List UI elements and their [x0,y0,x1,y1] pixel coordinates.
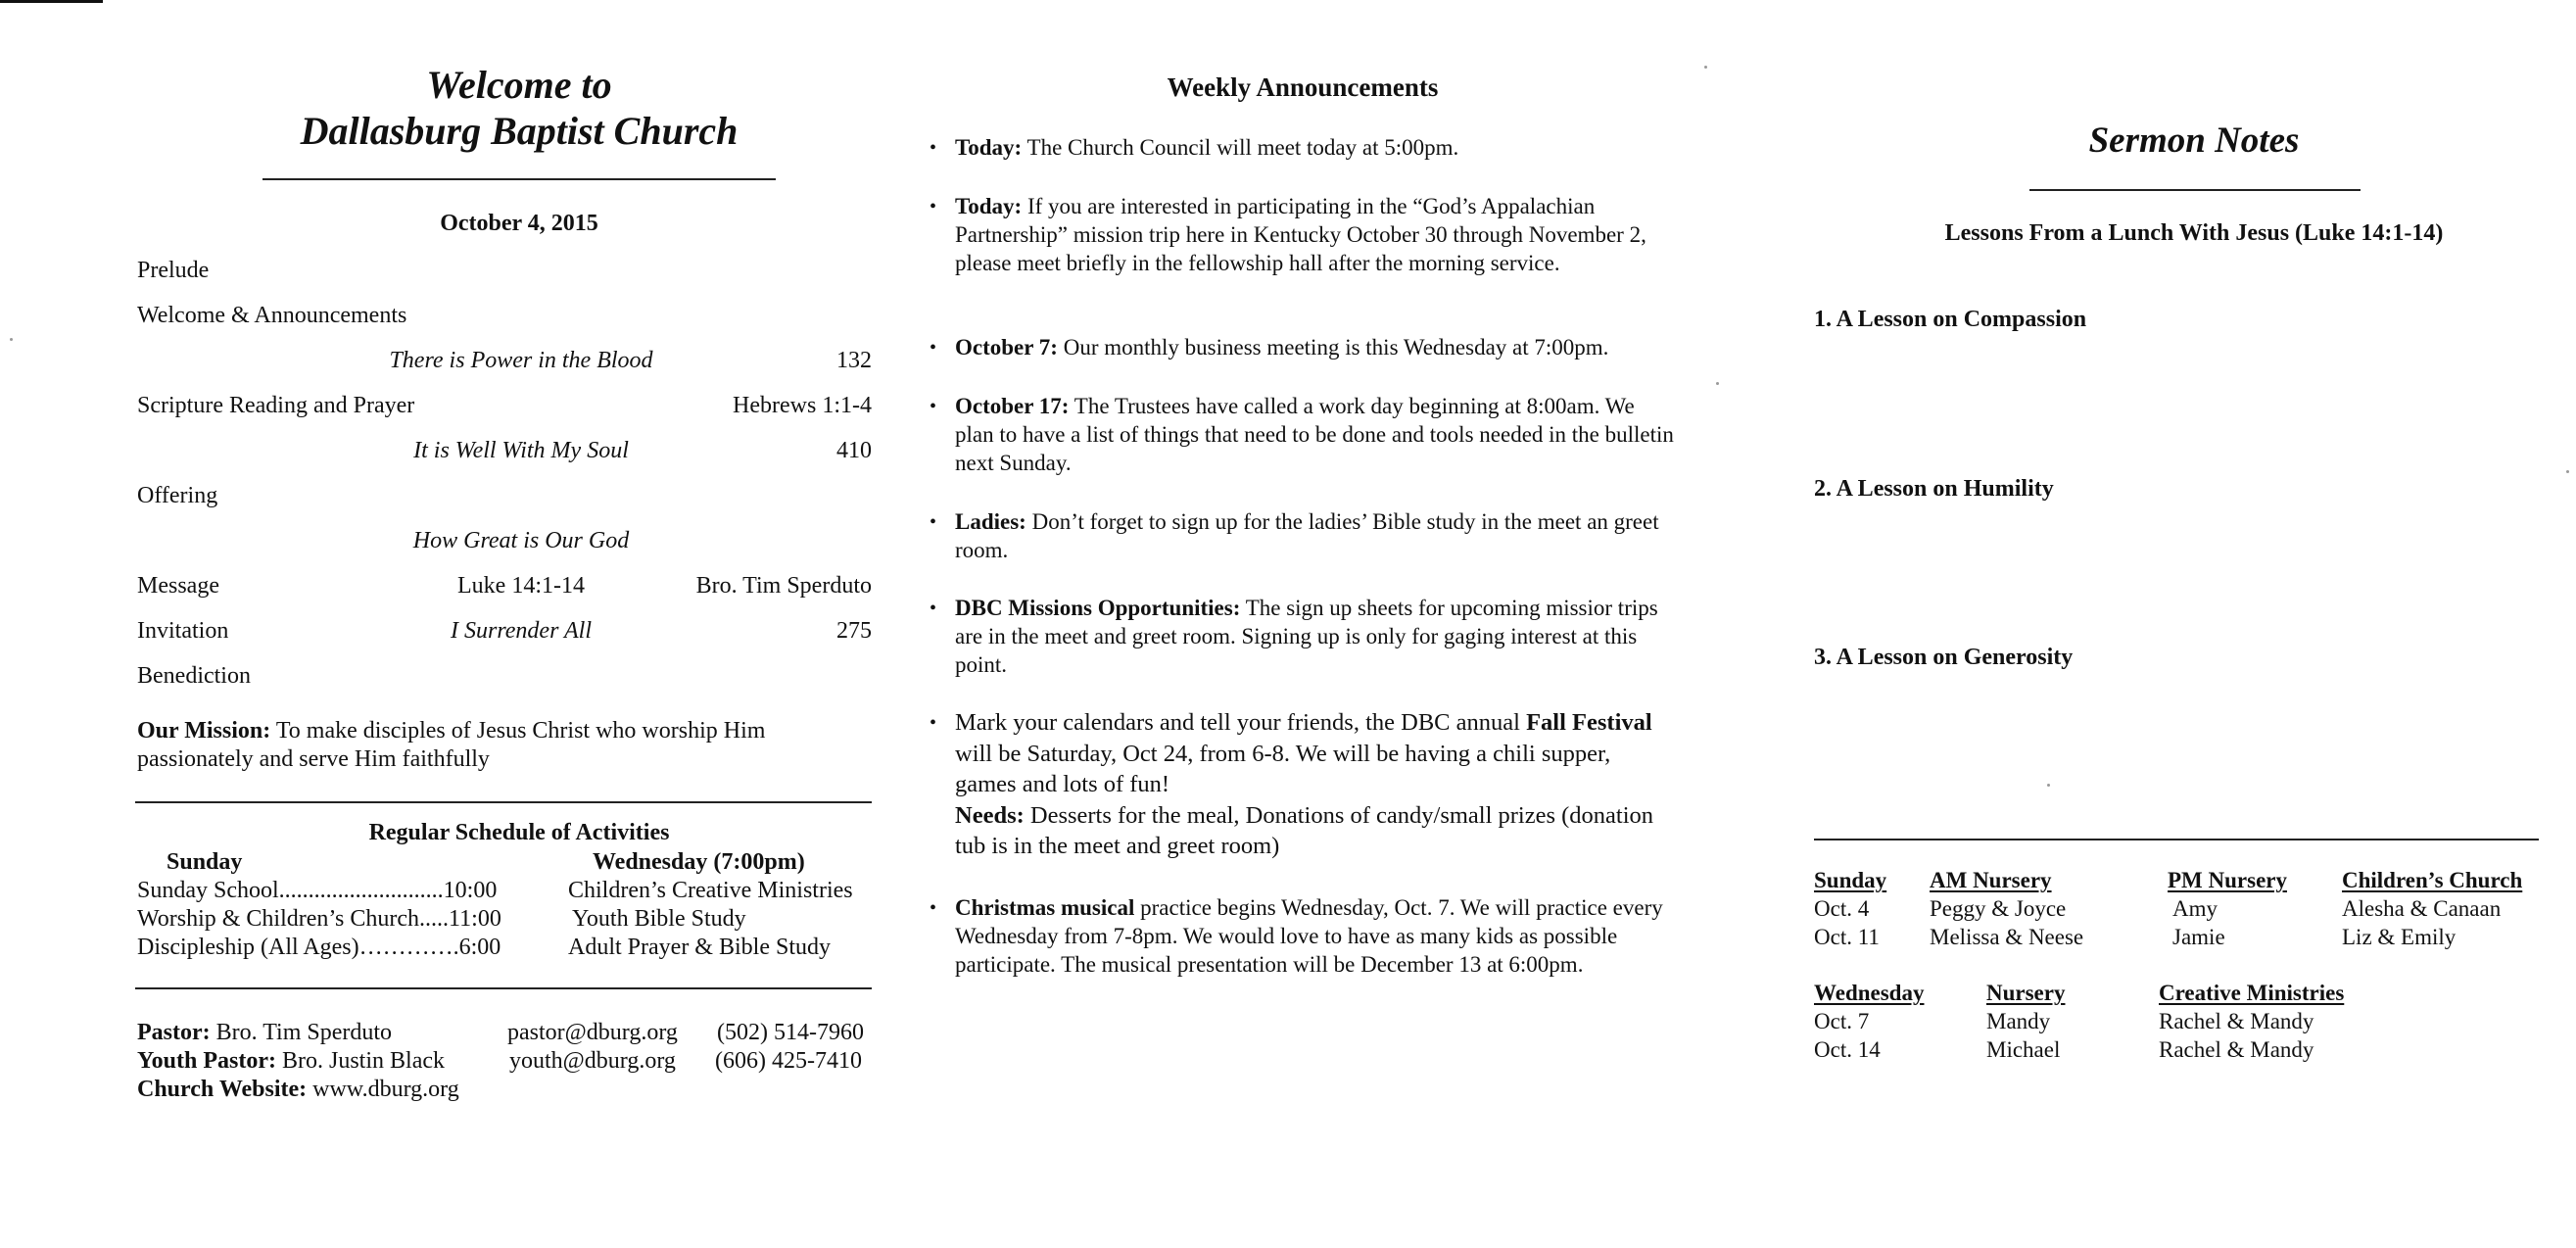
announcements-title: Weekly Announcements [1167,72,1439,102]
announcement-text: The Church Council will meet today at 5:00pm. [1022,135,1459,160]
hymn-number: 275 [836,618,872,644]
announcement-text: If you are interested in participating in the “God’s Appalachian Partnership” mission trip here in Kentucky October 30 through November 2, please meet briefly in the fellowship hall after the morning service. [955,194,1646,275]
scan-speck [2047,784,2050,787]
service-date: October 4, 2015 [440,211,598,236]
schedule-sunday-item: Worship & Children’s Church.....11:00 [137,906,501,932]
announcement-label: Today: [955,194,1023,218]
announcement-item [930,392,1675,477]
service-item [137,527,872,560]
youth-pastor-name: Bro. Justin Black [276,1048,445,1074]
table-header: Wednesday [1814,981,1925,1005]
mission-label: Our Mission: [137,718,271,744]
announcement-text: The sign up sheets for upcoming missior trips are in the meet and greet room. Signing up is only for gaging interest at this point. [955,596,1658,677]
fall-festival-announcement [930,707,1675,862]
announcement-label: Ladies: [955,509,1026,534]
service-item-name: Welcome & Announcements [137,303,407,328]
announcement-label: October 7: [955,335,1058,360]
service-item-name: Offering [137,483,218,508]
festival-name: Fall Festival [1526,709,1652,736]
wednesday-nursery-table [1814,979,2539,1067]
hymn-title: I Surrender All [451,618,592,644]
scan-speck [2566,470,2569,473]
announcement-text: practice begins Wednesday, Oct. 7. We will practice every Wednesday from 7-8pm. We would love to have as many kids as possible participate. The musical presentation will be December 13 at 6:00pm. [955,895,1663,977]
table-cell: Amy [2172,896,2218,921]
needs-text: Desserts for the meal, Donations of candy/small prizes (donation tub is in the meet and greet room) [955,801,1654,859]
festival-text-post: will be Saturday, Oct 24, from 6-8. We will be having a chili supper, games and lots of fun! [955,740,1611,797]
schedule-divider [135,987,872,989]
announcement-label: October 17: [955,394,1070,418]
announcement-label: Christmas musical [955,895,1135,920]
announcement-item [930,333,1675,361]
announcement-label: Today: [955,135,1023,160]
website-line [137,1076,459,1104]
hymn-title: It is Well With My Soul [413,438,629,463]
sermon-point: 3. A Lesson on Generosity [1814,645,2074,670]
service-item [137,437,872,470]
mission-divider [135,801,872,803]
table-cell: Oct. 4 [1814,896,1870,921]
schedule-title: Regular Schedule of Activities [368,820,670,845]
service-item-name: Invitation [137,618,229,644]
schedule-sunday-item: Sunday School............................10:00 [137,878,498,903]
service-item-name: Scripture Reading and Prayer [137,393,415,418]
sunday-nursery-table [1814,866,2539,954]
scan-speck [10,338,13,341]
pastor-phone: (502) 514-7960 [717,1020,864,1045]
schedule-wednesday-item: Children’s Creative Ministries [568,878,853,903]
announcement-text: The Trustees have called a work day beginning at 8:00am. We plan to have a list of things that need to be done and tools needed in the bulletin next Sunday. [955,394,1674,475]
scripture-reference: Hebrews 1:1-4 [733,393,872,418]
hymn-number: 132 [836,348,872,373]
bullet-icon: • [930,712,937,734]
table-header: PM Nursery [2168,868,2287,892]
service-item [137,257,872,290]
service-item-name: Prelude [137,258,210,283]
bullet-icon: • [930,897,937,919]
website-label: Church Website: [137,1077,308,1102]
service-item [137,662,872,696]
table-cell: Jamie [2172,925,2225,949]
table-cell: Alesha & Canaan [2342,896,2502,921]
schedule-wednesday-heading: Wednesday (7:00pm) [593,849,805,875]
table-cell: Melissa & Neese [1930,925,2084,949]
sermon-subtitle: Lessons From a Lunch With Jesus (Luke 14:1-14) [1944,220,2444,246]
sermon-notes-title: Sermon Notes [2088,120,2300,161]
scan-edge-mark [0,0,103,3]
announcement-item [930,133,1675,162]
table-header: AM Nursery [1930,868,2052,892]
announcement-text: Don’t forget to sign up for the ladies’ Bible study in the meet an greet room. [955,509,1659,562]
pastor-email[interactable]: pastor@dburg.org [507,1020,678,1045]
pastor-name: Bro. Tim Sperduto [210,1020,393,1045]
schedule-sunday-heading: Sunday [167,849,243,875]
announcement-item [930,594,1675,679]
welcome-title-line2: Dallasburg Baptist Church [300,109,739,153]
website-url[interactable]: www.dburg.org [307,1077,459,1102]
announcement-item [930,192,1675,277]
service-item [137,572,872,605]
table-cell: Mandy [1986,1009,2051,1033]
bullet-icon: • [930,598,937,619]
table-cell: Peggy & Joyce [1930,896,2067,921]
needs-label: Needs: [955,801,1025,829]
table-cell: Rachel & Mandy [2159,1009,2314,1033]
table-header: Creative Ministries [2159,981,2345,1005]
table-cell: Rachel & Mandy [2159,1037,2314,1062]
service-item [137,617,872,650]
service-item [137,392,872,425]
announcement-label: DBC Missions Opportunities: [955,596,1241,620]
hymn-number: 410 [836,438,872,463]
announcement-item [930,507,1675,564]
youth-pastor-phone: (606) 425-7410 [715,1048,862,1074]
hymn-title: How Great is Our God [412,528,630,553]
festival-text-pre: Mark your calendars and tell your friends, the DBC annual [955,709,1527,736]
sermon-scripture: Luke 14:1-14 [457,573,585,599]
bullet-icon: • [930,511,937,533]
sermon-point: 2. A Lesson on Humility [1814,476,2054,502]
schedule-sunday-item: Discipleship (All Ages)………….6:00 [137,935,501,960]
announcement-item [930,893,1675,979]
bullet-icon: • [930,196,937,217]
table-cell: Michael [1986,1037,2061,1062]
scan-speck [1704,66,1707,69]
schedule-wednesday-item: Youth Bible Study [572,906,746,932]
sermon-title-divider [2029,189,2361,191]
youth-pastor-email[interactable]: youth@dburg.org [509,1048,676,1074]
table-cell: Liz & Emily [2342,925,2457,949]
service-item [137,347,872,380]
bullet-icon: • [930,337,937,359]
table-header: Children’s Church [2342,868,2523,892]
youth-pastor-line [137,1047,445,1076]
youth-pastor-label: Youth Pastor: [137,1048,276,1074]
service-item-name: Benediction [137,663,251,689]
scan-speck [1716,382,1719,385]
mission-statement [137,717,862,774]
sermon-point: 1. A Lesson on Compassion [1814,307,2087,332]
service-item [137,482,872,515]
service-item [137,302,872,335]
hymn-title: There is Power in the Blood [389,348,653,373]
schedule-wednesday-item: Adult Prayer & Bible Study [568,935,831,960]
pastor-line [137,1019,392,1047]
bullet-icon: • [930,396,937,417]
table-header: Nursery [1986,981,2066,1005]
table-cell: Oct. 11 [1814,925,1880,949]
welcome-title-line1: Welcome to [426,63,612,107]
mission-text: To make disciples of Jesus Christ who worship Him passionately and serve Him faithfully [137,718,766,772]
nursery-divider [1814,839,2539,840]
table-header: Sunday [1814,868,1887,892]
service-item-name: Message [137,573,219,599]
table-cell: Oct. 14 [1814,1037,1881,1062]
announcement-text: Our monthly business meeting is this Wednesday at 7:00pm. [1057,335,1609,360]
bullet-icon: • [930,137,937,159]
pastor-label: Pastor: [137,1020,211,1045]
title-divider [262,178,776,180]
preacher-name: Bro. Tim Sperduto [695,573,872,599]
table-cell: Oct. 7 [1814,1009,1870,1033]
